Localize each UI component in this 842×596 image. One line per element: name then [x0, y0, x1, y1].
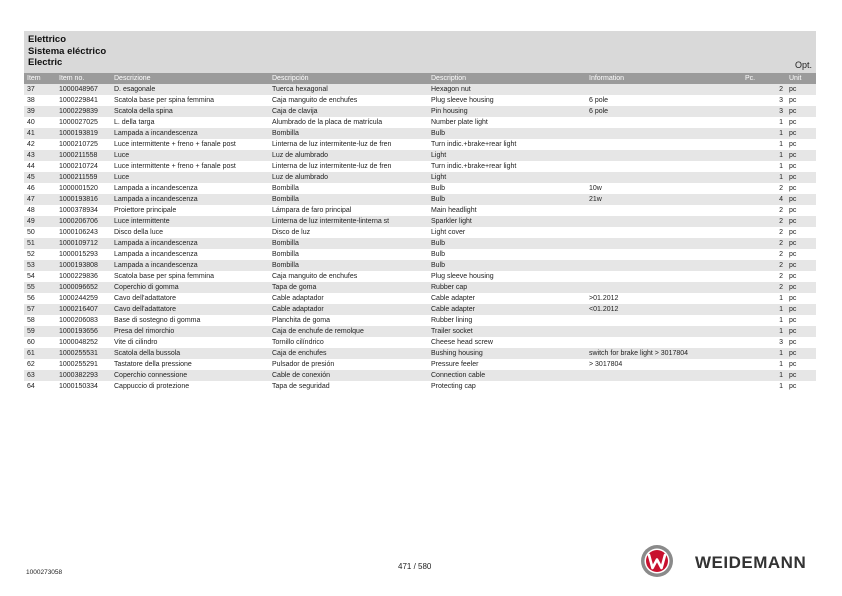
cell-item-no: 1000150334: [59, 383, 98, 390]
cell-item: 57: [24, 304, 56, 315]
cell-item-no: 1000048252: [59, 339, 98, 346]
cell-description: Protecting cap: [431, 383, 476, 390]
cell-description: Rubber cap: [428, 282, 586, 293]
cell-pc: 1: [742, 128, 786, 139]
cell-unit: pc: [786, 128, 816, 139]
cell-item: 47: [24, 194, 56, 205]
cell-descripcion: Linterna de luz intermitente-luz de fren: [272, 163, 392, 170]
opt-label: Opt.: [794, 60, 812, 70]
cell-descrizione: Luce intermittente + freno + fanale post: [114, 141, 236, 148]
cell-information: [586, 260, 742, 271]
cell-information: [586, 337, 742, 348]
cell-pc: 1: [742, 150, 786, 161]
cell-description: Bushing housing: [428, 348, 586, 359]
cell-descripcion: Caja de enchufes: [269, 348, 428, 359]
table-row: [24, 293, 816, 304]
cell-description: Hexagon nut: [428, 84, 586, 95]
cell-item: 37: [24, 84, 56, 95]
table-row: [24, 194, 816, 205]
cell-item-no: 1000255531: [56, 348, 111, 359]
cell-pc: 2: [742, 260, 786, 271]
cell-description: Cheese head screw: [431, 339, 493, 346]
cell-descripcion: Cable adaptador: [272, 295, 324, 302]
cell-information: >01.2012: [589, 295, 619, 302]
cell-item: 48: [27, 207, 35, 214]
cell-item: 54: [27, 273, 35, 280]
cell-information: [586, 282, 742, 293]
cell-description: Cable adapter: [431, 295, 475, 302]
cell-information: [586, 227, 742, 238]
column-header-item-no: Item no.: [56, 73, 111, 84]
cell-unit: pc: [786, 370, 816, 381]
cell-unit: pc: [789, 207, 797, 214]
cell-descrizione: Vite di cilindro: [114, 339, 158, 346]
table-row: [24, 183, 816, 194]
cell-item-no: 1000193819: [56, 128, 111, 139]
cell-descrizione: Lampada a incandescenza: [111, 128, 269, 139]
cell-description: Main headlight: [431, 207, 477, 214]
cell-information: [586, 370, 742, 381]
cell-information: [586, 117, 742, 128]
cell-descrizione: Scatola della spina: [111, 106, 269, 117]
cell-item-no: 1000378934: [59, 207, 98, 214]
cell-descrizione: Lampada a incandescenza: [111, 260, 269, 271]
cell-information: [586, 139, 742, 150]
cell-descripcion: Caja de clavija: [269, 106, 428, 117]
cell-information: 6 pole: [589, 97, 609, 104]
cell-information: [586, 128, 742, 139]
cell-information: switch for brake light > 3017804: [586, 348, 742, 359]
cell-item-no: 1000211559: [56, 172, 111, 183]
cell-descripcion: Caja manguito de enchufes: [272, 273, 358, 280]
cell-information: <01.2012: [586, 304, 742, 315]
cell-item: 58: [27, 317, 35, 324]
table-row: [24, 227, 816, 238]
table-row: [24, 370, 816, 381]
cell-item: 41: [24, 128, 56, 139]
cell-descrizione: D. esagonale: [111, 84, 269, 95]
cell-description: Bulb: [431, 251, 446, 258]
cell-pc: 3: [742, 106, 786, 117]
cell-information: [586, 172, 742, 183]
table-body: [24, 84, 816, 392]
cell-descripcion: Bombilla: [269, 260, 428, 271]
table-row: [24, 337, 816, 348]
cell-description: Plug sleeve housing: [431, 273, 494, 280]
cell-information: 6 pole: [586, 106, 742, 117]
cell-item: 59: [24, 326, 56, 337]
cell-description: Number plate light: [431, 119, 488, 126]
cell-item-no: 1000244259: [59, 295, 98, 302]
column-header-descrizione: Descrizione: [111, 73, 269, 84]
cell-pc: 2: [742, 84, 786, 95]
cell-pc: 2: [779, 273, 783, 280]
brand-logo: [640, 544, 820, 580]
cell-information: 21w: [586, 194, 742, 205]
table-row: [24, 260, 816, 271]
title-spanish: Sistema eléctrico: [28, 45, 107, 57]
table-header-row: [24, 73, 816, 84]
cell-item: 49: [24, 216, 56, 227]
cell-descrizione: Scatola base per spina femmina: [114, 273, 214, 280]
cell-item: 51: [24, 238, 56, 249]
cell-pc: 2: [742, 282, 786, 293]
table-row: [24, 117, 816, 128]
cell-unit: pc: [789, 295, 797, 302]
table-row: [24, 381, 816, 392]
cell-description: Rubber lining: [431, 317, 473, 324]
cell-description: Pressure feeler: [431, 361, 479, 368]
cell-item-no: 1000027025: [59, 119, 98, 126]
cell-information: [586, 205, 742, 216]
cell-pc: 1: [779, 383, 783, 390]
cell-pc: 1: [779, 163, 783, 170]
cell-description: Bulb: [428, 260, 586, 271]
cell-item-no: 1000229836: [59, 273, 98, 280]
cell-descripcion: Bombilla: [272, 251, 299, 258]
cell-unit: pc: [789, 317, 797, 324]
cell-pc: 2: [742, 238, 786, 249]
cell-descrizione: Lampada a incandescenza: [114, 251, 198, 258]
cell-descrizione: Cavo dell'adattatore: [114, 295, 177, 302]
cell-description: Bulb: [428, 238, 586, 249]
cell-description: Sparkler light: [428, 216, 586, 227]
cell-item-no: 1000096652: [56, 282, 111, 293]
table-row: [24, 282, 816, 293]
cell-item: 55: [24, 282, 56, 293]
cell-pc: 1: [779, 295, 783, 302]
cell-descrizione: Coperchio connessione: [111, 370, 269, 381]
cell-descrizione: Luce: [111, 150, 269, 161]
cell-information: [586, 161, 742, 172]
cell-descrizione: Proiettore principale: [114, 207, 177, 214]
cell-descripcion: Luz de alumbrado: [269, 172, 428, 183]
cell-unit: pc: [786, 304, 816, 315]
cell-descripcion: Disco de luz: [272, 229, 311, 236]
cell-item-no: 1000193808: [56, 260, 111, 271]
cell-unit: pc: [786, 326, 816, 337]
cell-descrizione: Cavo dell'adattatore: [111, 304, 269, 315]
column-header-descripcion: Descripción: [269, 73, 428, 84]
cell-item-no: 1000206706: [56, 216, 111, 227]
cell-item-no: 1000229839: [56, 106, 111, 117]
cell-item: 42: [27, 141, 35, 148]
cell-description: Bulb: [428, 194, 586, 205]
page-number: 471 / 580: [398, 562, 432, 571]
cell-item: 40: [27, 119, 35, 126]
cell-description: Light: [428, 150, 586, 161]
table-row: [24, 249, 816, 260]
column-header-item: Item: [24, 73, 56, 84]
cell-descrizione: Presa del rimorchio: [111, 326, 269, 337]
cell-description: Cable adapter: [428, 304, 586, 315]
cell-unit: pc: [789, 185, 797, 192]
cell-descrizione: Luce intermittente + freno + fanale post: [114, 163, 236, 170]
table-row: [24, 359, 816, 370]
cell-unit: pc: [789, 361, 797, 368]
cell-item-no: 1000193816: [56, 194, 111, 205]
cell-item-no: 1000211558: [56, 150, 111, 161]
cell-descripcion: Bombilla: [269, 128, 428, 139]
cell-description: Connection cable: [428, 370, 586, 381]
cell-descripcion: Linterna de luz intermitente-luz de fren: [272, 141, 392, 148]
cell-pc: 2: [779, 207, 783, 214]
cell-pc: 1: [779, 119, 783, 126]
cell-unit: pc: [786, 238, 816, 249]
cell-descripcion: Planchita de goma: [272, 317, 330, 324]
cell-item: 52: [27, 251, 35, 258]
cell-descrizione: Scatola della bussola: [111, 348, 269, 359]
table-row: [24, 139, 816, 150]
cell-descripcion: Tuerca hexagonal: [269, 84, 428, 95]
cell-pc: 1: [742, 172, 786, 183]
cell-descripcion: Bombilla: [269, 194, 428, 205]
cell-item: 62: [27, 361, 35, 368]
cell-description: Bulb: [431, 185, 446, 192]
cell-descrizione: Luce: [111, 172, 269, 183]
cell-descrizione: Lampada a incandescenza: [114, 185, 198, 192]
cell-description: Bulb: [428, 128, 586, 139]
cell-description: Plug sleeve housing: [431, 97, 494, 104]
table-row: [24, 150, 816, 161]
cell-item-no: 1000382293: [56, 370, 111, 381]
cell-pc: 3: [779, 97, 783, 104]
cell-descripcion: Tapa de seguridad: [272, 383, 330, 390]
cell-information: > 3017804: [589, 361, 623, 368]
cell-descrizione: Disco della luce: [114, 229, 164, 236]
cell-descrizione: Lampada a incandescenza: [111, 238, 269, 249]
cell-item-no: 1000229841: [59, 97, 98, 104]
cell-description: Light: [428, 172, 586, 183]
section-header: [24, 31, 816, 73]
cell-descripcion: Pulsador de presión: [272, 361, 335, 368]
cell-descripcion: Tapa de goma: [269, 282, 428, 293]
cell-unit: pc: [789, 141, 797, 148]
cell-item: 44: [27, 163, 35, 170]
cell-descripcion: Bombilla: [269, 238, 428, 249]
table-row: [24, 84, 816, 95]
cell-descrizione: Tastatore della pressione: [114, 361, 192, 368]
cell-item: 45: [24, 172, 56, 183]
cell-pc: 2: [779, 185, 783, 192]
cell-item-no: 1000106243: [59, 229, 98, 236]
cell-information: 10w: [589, 185, 602, 192]
weidemann-logo-icon: [640, 544, 674, 578]
table-row: [24, 348, 816, 359]
cell-item: 50: [27, 229, 35, 236]
table-row: [24, 238, 816, 249]
table-row: [24, 315, 816, 326]
column-header-pc: Pc.: [742, 73, 786, 84]
cell-unit: pc: [789, 97, 797, 104]
table-row: [24, 304, 816, 315]
cell-unit: pc: [786, 150, 816, 161]
table-row: [24, 161, 816, 172]
cell-information: [586, 150, 742, 161]
cell-description: Trailer socket: [428, 326, 586, 337]
column-header-information: Information: [586, 73, 742, 84]
cell-unit: pc: [786, 172, 816, 183]
cell-descripcion: Cable adaptador: [269, 304, 428, 315]
cell-unit: pc: [789, 229, 797, 236]
cell-description: Turn indic.+brake+rear light: [431, 163, 517, 170]
table-row: [24, 205, 816, 216]
cell-information: [586, 381, 742, 392]
cell-descripcion: Lámpara de faro principal: [272, 207, 352, 214]
cell-item: 61: [24, 348, 56, 359]
cell-unit: pc: [789, 119, 797, 126]
title-english: Electric: [28, 57, 63, 68]
cell-item-no: 1000015293: [59, 251, 98, 258]
cell-item: 39: [24, 106, 56, 117]
cell-item: 46: [27, 185, 35, 192]
cell-information: [586, 84, 742, 95]
cell-item: 64: [27, 383, 35, 390]
cell-unit: pc: [786, 282, 816, 293]
cell-information: [586, 216, 742, 227]
cell-pc: 1: [742, 304, 786, 315]
cell-descrizione: Scatola base per spina femmina: [114, 97, 214, 104]
cell-item: 53: [24, 260, 56, 271]
cell-pc: 1: [779, 141, 783, 148]
table-row: [24, 216, 816, 227]
cell-description: Light cover: [431, 229, 466, 236]
table-row: [24, 271, 816, 282]
cell-pc: 1: [742, 348, 786, 359]
cell-descripcion: Caja de enchufe de remolque: [269, 326, 428, 337]
document-id: 1000273058: [26, 569, 63, 576]
cell-unit: pc: [789, 383, 797, 390]
parts-table: [24, 73, 816, 392]
cell-item-no: 1000210724: [59, 163, 98, 170]
cell-descrizione: Base di sostegno di gomma: [114, 317, 201, 324]
cell-pc: 2: [779, 251, 783, 258]
cell-pc: 1: [742, 326, 786, 337]
table-row: [24, 95, 816, 106]
cell-descrizione: Cappuccio di protezione: [114, 383, 190, 390]
cell-item-no: 1000193656: [56, 326, 111, 337]
cell-description: Pin housing: [428, 106, 586, 117]
cell-unit: pc: [786, 348, 816, 359]
cell-descripcion: Alumbrado de la placa de matrícula: [272, 119, 383, 126]
cell-unit: pc: [789, 251, 797, 258]
cell-pc: 1: [742, 370, 786, 381]
cell-unit: pc: [789, 339, 797, 346]
cell-information: [586, 271, 742, 282]
cell-pc: 1: [779, 361, 783, 368]
cell-descrizione: L. della targa: [114, 119, 155, 126]
cell-information: [586, 315, 742, 326]
table-row: [24, 106, 816, 117]
cell-descripcion: Tornillo cilíndrico: [272, 339, 324, 346]
cell-descripcion: Bombilla: [272, 185, 299, 192]
table-row: [24, 128, 816, 139]
cell-item: 38: [27, 97, 35, 104]
cell-pc: 2: [742, 216, 786, 227]
cell-descrizione: Coperchio di gomma: [111, 282, 269, 293]
cell-descrizione: Luce intermittente: [111, 216, 269, 227]
cell-descripcion: Linterna de luz intermitente-linterna st: [269, 216, 428, 227]
cell-item-no: 1000216407: [56, 304, 111, 315]
cell-description: Turn indic.+brake+rear light: [431, 141, 517, 148]
table-row: [24, 326, 816, 337]
table-row: [24, 172, 816, 183]
cell-pc: 4: [742, 194, 786, 205]
cell-unit: pc: [786, 260, 816, 271]
cell-unit: pc: [789, 163, 797, 170]
cell-unit: pc: [786, 194, 816, 205]
cell-item: 43: [24, 150, 56, 161]
cell-pc: 3: [779, 339, 783, 346]
cell-item: 63: [24, 370, 56, 381]
cell-information: [586, 249, 742, 260]
brand-name: WEIDEMANN: [695, 553, 807, 572]
cell-unit: pc: [786, 106, 816, 117]
cell-item-no: 1000048967: [56, 84, 111, 95]
cell-item-no: 1000001520: [59, 185, 98, 192]
cell-unit: pc: [786, 84, 816, 95]
cell-item-no: 1000255291: [59, 361, 98, 368]
column-header-unit: Unit: [786, 73, 816, 84]
cell-descripcion: Cable de conexión: [269, 370, 428, 381]
cell-item: 56: [27, 295, 35, 302]
cell-pc: 1: [779, 317, 783, 324]
cell-item: 60: [27, 339, 35, 346]
section-title: [28, 34, 106, 69]
cell-item-no: 1000206083: [59, 317, 98, 324]
cell-item-no: 1000210725: [59, 141, 98, 148]
cell-descripcion: Caja manguito de enchufes: [272, 97, 358, 104]
cell-item-no: 1000109712: [56, 238, 111, 249]
cell-information: [586, 238, 742, 249]
cell-descripcion: Luz de alumbrado: [269, 150, 428, 161]
cell-descrizione: Lampada a incandescenza: [111, 194, 269, 205]
title-italian: Elettrico: [28, 34, 67, 45]
cell-pc: 2: [779, 229, 783, 236]
cell-information: [586, 326, 742, 337]
column-header-description: Description: [428, 73, 586, 84]
cell-unit: pc: [786, 216, 816, 227]
cell-unit: pc: [789, 273, 797, 280]
